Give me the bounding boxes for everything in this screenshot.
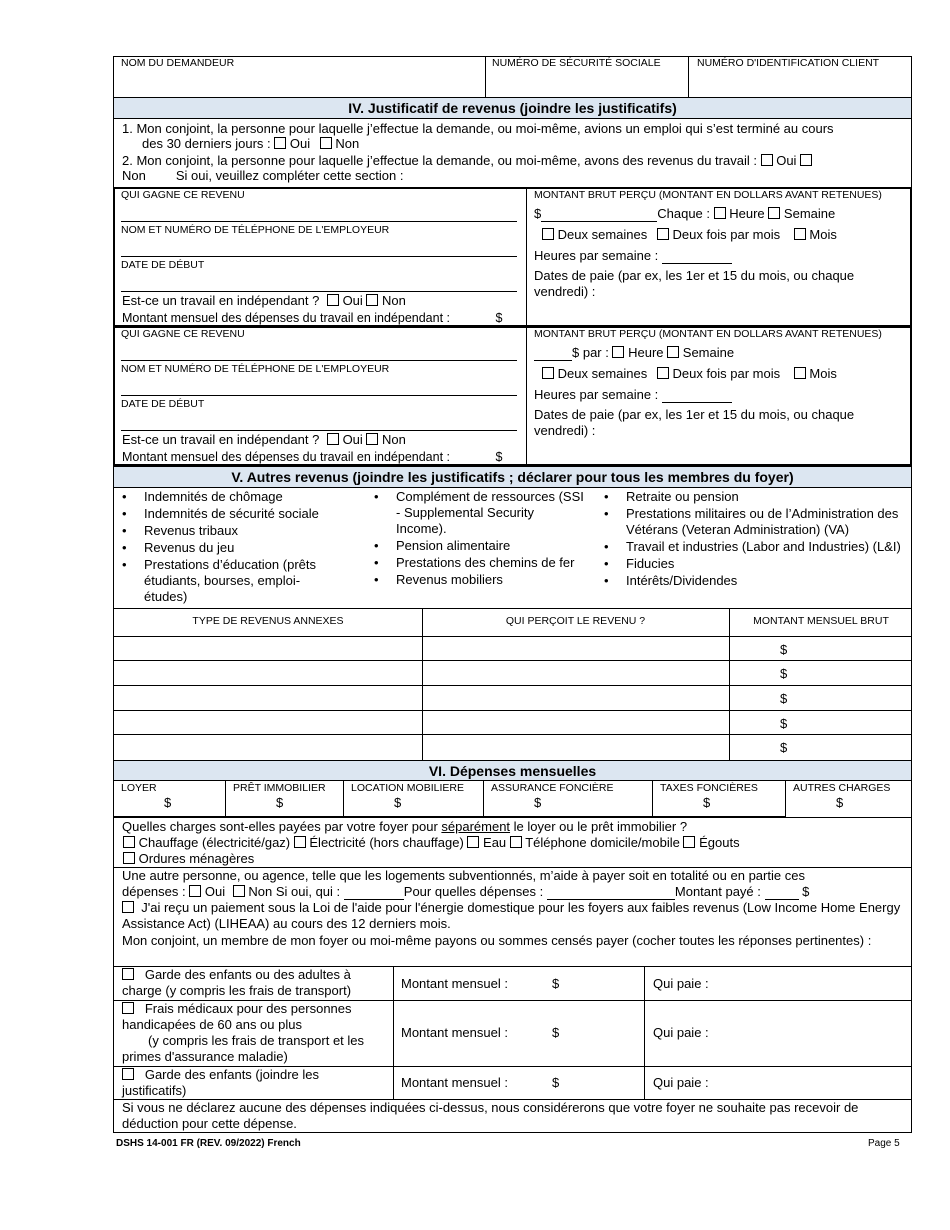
- earner-2-paydates[interactable]: Dates de paie (par ex, les 1er et 15 du mois, ou chaque vendredi) :: [534, 407, 855, 438]
- earner-1-paydates[interactable]: Dates de paie (par ex, les 1er et 15 du mois, ou chaque vendredi) :: [534, 268, 855, 299]
- care-row-1-checkbox[interactable]: [122, 968, 134, 980]
- earner-1-selfexp: [122, 310, 502, 326]
- earner-2-freq-row: [542, 366, 837, 382]
- earner-1-gross-field[interactable]: [541, 209, 657, 222]
- earner-2-who-line[interactable]: [121, 360, 517, 361]
- earner-2-hours-label: Heures par semaine :: [534, 387, 659, 402]
- care-row-2-payer[interactable]: Qui paie :: [653, 1025, 709, 1040]
- earner-2-selfexp-dollar: $: [495, 450, 503, 464]
- row-dollar: $: [780, 666, 788, 681]
- care-expense-table: [113, 966, 912, 1100]
- liheap-checkbox[interactable]: [122, 901, 134, 913]
- earner-1-start-label: DATE DE DÉBUT: [121, 259, 205, 271]
- page-number: Page 5: [868, 1138, 900, 1149]
- income-type-item: • Indemnités de chômage: [116, 489, 344, 505]
- care-row-2-label: [122, 1001, 390, 1065]
- care-row-1-amount[interactable]: [401, 976, 559, 992]
- q2-text-b: Si oui, veuillez compléter cette section :: [175, 168, 404, 183]
- earner-1-mois-checkbox[interactable]: [794, 228, 806, 240]
- earner-2-employer-line[interactable]: [121, 395, 517, 396]
- other-help-who-label: Si oui, qui :: [275, 884, 341, 899]
- care-col-divider: [644, 967, 645, 1099]
- earner-2-self-non-checkbox[interactable]: [366, 433, 378, 445]
- earner-2-semaine-checkbox[interactable]: [667, 346, 679, 358]
- earner-1-who-label: QUI GAGNE CE REVENU: [121, 189, 245, 201]
- earner-2-heure-checkbox[interactable]: [612, 346, 624, 358]
- care-row-3-text: Garde des enfants (joindre les justificatifs): [122, 1067, 319, 1098]
- earner-1-self-q: [122, 293, 406, 309]
- earner-1-hours: [534, 248, 732, 264]
- table-row[interactable]: [114, 735, 911, 760]
- ordures-checkbox[interactable]: [123, 852, 135, 864]
- earner-2-deux-sem-checkbox[interactable]: [542, 367, 554, 379]
- income-type-item: • Pension alimentaire: [368, 538, 586, 554]
- earner-2-selfexp: [122, 449, 502, 465]
- care-row-1-text: Garde des enfants ou des adultes à charge (y compris les frais de transport): [122, 967, 352, 998]
- other-help-pour-field[interactable]: [547, 887, 675, 900]
- charges-q-underline: séparément: [441, 819, 511, 834]
- earner-2-selfexp-text: Montant mensuel des dépenses du travail en indépendant :: [122, 450, 451, 464]
- charges-q-post: le loyer ou le prêt immobilier ?: [510, 819, 688, 834]
- section-vi-title: VI. Dépenses mensuelles: [113, 760, 912, 781]
- expense-label: LOCATION MOBILIERE: [351, 782, 464, 794]
- table-row[interactable]: [114, 711, 911, 735]
- expense-label: TAXES FONCIÈRES: [660, 782, 758, 794]
- earner-1-semaine-label: Semaine: [783, 206, 836, 221]
- other-help-depenses: dépenses :: [122, 884, 186, 899]
- earner-2-mois-checkbox[interactable]: [794, 367, 806, 379]
- earner-1-gross-dollar: $: [534, 206, 542, 221]
- care-col-divider: [393, 967, 394, 1099]
- monthly-amount-label: Montant mensuel :: [401, 976, 508, 991]
- income-type-item: • Prestations des chemins de fer: [368, 555, 586, 571]
- income-type-item: • Intérêts/Dividendes: [598, 573, 908, 589]
- earner-2-deux-fois-checkbox[interactable]: [657, 367, 669, 379]
- form-number: DSHS 14-001 FR (REV. 09/2022) French: [116, 1138, 301, 1149]
- earner-1-deux-fois-label: Deux fois par mois: [672, 227, 781, 242]
- earner-2-start-label: DATE DE DÉBUT: [121, 398, 205, 410]
- expense-dollar: $: [836, 795, 844, 810]
- expense-label: LOYER: [121, 782, 157, 794]
- care-row-2-checkbox[interactable]: [122, 1002, 134, 1014]
- care-row-2-text-b: (y compris les frais de transport et les primes d'assurance maladie): [122, 1033, 365, 1064]
- other-income-col-3: [598, 489, 908, 589]
- care-row-3-payer[interactable]: Qui paie :: [653, 1075, 709, 1090]
- monthly-amount-dollar: $: [551, 1075, 560, 1090]
- expense-label: ASSURANCE FONCIÈRE: [491, 782, 614, 794]
- liheap-label: J'ai reçu un paiement sous la Loi de l'aide pour l'énergie domestique pour les foyers aux faibles revenus (Low Income Home Energy Assistance Act) (LIHEAA) au cours des 12 derniers mois.: [122, 900, 901, 931]
- income-type-item: • Revenus du jeu: [116, 540, 344, 556]
- telephone-checkbox[interactable]: [510, 836, 522, 848]
- expense-assurance[interactable]: [484, 781, 653, 817]
- income-type-item: • Prestations d’éducation (prêts étudiants, bourses, emploi-études): [116, 557, 340, 605]
- q1-non-checkbox[interactable]: [320, 137, 332, 149]
- q2-text-a: 2. Mon conjoint, la personne pour laquelle j’effectue la demande, ou moi-même, avons des revenus du travail :: [122, 153, 757, 168]
- earner-2-selfexp-field[interactable]: [454, 453, 496, 465]
- applicant-name-label: NOM DU DEMANDEUR: [121, 57, 235, 69]
- monthly-amount-label: Montant mensuel :: [401, 1075, 508, 1090]
- other-help-pour-label: Pour quelles dépenses :: [403, 884, 544, 899]
- expense-label: PRÊT IMMOBILIER: [233, 782, 326, 794]
- earner-2-semaine-label: Semaine: [682, 345, 735, 360]
- income-type-item: • Revenus tribaux: [116, 523, 344, 539]
- other-help-montant-label: Montant payé :: [674, 884, 761, 899]
- q2-oui-checkbox[interactable]: [761, 154, 773, 166]
- other-help-dollar: $: [802, 884, 810, 899]
- row-dollar: $: [780, 642, 788, 657]
- income-type-item: • Prestations militaires ou de l’Administration des Vétérans (Veteran Administration) (VA): [598, 506, 908, 538]
- row-dollar: $: [780, 716, 788, 731]
- care-row-1-payer[interactable]: Qui paie :: [653, 976, 709, 991]
- q2-non-checkbox[interactable]: [800, 154, 812, 166]
- other-help-row: [122, 884, 809, 900]
- earner-2-heure-label: Heure: [628, 345, 664, 360]
- earner-1-heure-label: Heure: [729, 206, 765, 221]
- earner-2-self-oui-checkbox[interactable]: [327, 433, 339, 445]
- earner-2-self-q: [122, 432, 406, 448]
- earner-1-employer-line[interactable]: [121, 256, 517, 257]
- earner-1-selfexp-field[interactable]: [454, 314, 496, 326]
- other-help-q: Une autre personne, ou agence, telle que les logements subventionnés, m’aide à payer soit en totalité ou en partie ces: [122, 868, 805, 883]
- other-help-montant-field[interactable]: [765, 887, 799, 900]
- q2-text: [122, 153, 812, 169]
- earner-1-deux-fois-checkbox[interactable]: [657, 228, 669, 240]
- client-id-label: NUMÉRO D'IDENTIFICATION CLIENT: [697, 57, 880, 69]
- expense-dollar: $: [534, 795, 542, 810]
- telephone-label: Téléphone domicile/mobile: [525, 835, 680, 850]
- earner-1-mois-label: Mois: [809, 227, 837, 242]
- section-v-title: V. Autres revenus (joindre les justificatifs ; déclarer pour tous les membres du foyer): [113, 466, 912, 488]
- table-row[interactable]: [114, 686, 911, 711]
- q2-non-label: Non: [122, 168, 146, 183]
- q1-text: 1. Mon conjoint, la personne pour laquelle j’effectue la demande, ou moi-même, avions un emploi qui s’est terminé au cours: [122, 121, 834, 136]
- q1-oui-label: Oui: [289, 136, 311, 151]
- other-income-col-2: [368, 489, 586, 588]
- earner-1-self-non-label: Non: [382, 293, 406, 308]
- earner-1-who-line[interactable]: [121, 221, 517, 222]
- other-help-non-checkbox[interactable]: [233, 885, 245, 897]
- earner-1-self-text: Est-ce un travail en indépendant ?: [122, 293, 320, 308]
- electricite-checkbox[interactable]: [294, 836, 306, 848]
- expense-dollar: $: [276, 795, 284, 810]
- earner-1-gross-label: MONTANT BRUT PERÇU (MONTANT EN DOLLARS AVANT RETENUES): [534, 189, 882, 201]
- header-divider-1: [485, 56, 486, 97]
- earner-2-self-text: Est-ce un travail en indépendant ?: [122, 432, 320, 447]
- earner-1-deux-sem-checkbox[interactable]: [542, 228, 554, 240]
- earner-1-gross-row: [534, 206, 835, 222]
- earner-1-semaine-checkbox[interactable]: [768, 207, 780, 219]
- earner-1-chaque-label: Chaque :: [657, 206, 710, 221]
- earner-1-deux-sem-label: Deux semaines: [557, 227, 648, 242]
- expense-autres[interactable]: [786, 781, 911, 817]
- income-type-item: • Travail et industries (Labor and Industries) (L&I): [598, 539, 908, 555]
- other-help-who-field[interactable]: [344, 887, 404, 900]
- earner-1-self-oui-label: Oui: [342, 293, 363, 308]
- earner-1-start-line[interactable]: [121, 291, 517, 292]
- care-row-1-label: [122, 967, 390, 999]
- other-help-oui-checkbox[interactable]: [189, 885, 201, 897]
- expense-pret[interactable]: [226, 781, 344, 817]
- care-row-2-text-a: Frais médicaux pour des personnes handicapées de 60 ans ou plus: [122, 1001, 352, 1032]
- q1-text-b: des 30 derniers jours :: [142, 136, 271, 151]
- th-income-who: QUI PERÇOIT LE REVENU ?: [505, 615, 646, 627]
- liheap-option: [122, 900, 902, 932]
- earner-2-start-line[interactable]: [121, 430, 517, 431]
- other-income-table: [113, 609, 912, 760]
- expense-taxes[interactable]: [653, 781, 786, 817]
- expense-label: AUTRES CHARGES: [793, 782, 891, 794]
- monthly-amount-dollar: $: [551, 976, 560, 991]
- earner-2-hours: [534, 387, 732, 403]
- ordures-label: Ordures ménagères: [138, 851, 255, 866]
- ssn-label: NUMÉRO DE SÉCURITÉ SOCIALE: [492, 57, 661, 69]
- q1-text-cont: [142, 136, 359, 152]
- other-income-col-1: [116, 489, 344, 605]
- earner-2-gross-label: MONTANT BRUT PERÇU (MONTANT EN DOLLARS AVANT RETENUES): [534, 328, 882, 340]
- earner-2-who-label: QUI GAGNE CE REVENU: [121, 328, 245, 340]
- charges-q-pre: Quelles charges sont-elles payées par votre foyer pour: [122, 819, 442, 834]
- other-help-oui-label: Oui: [204, 884, 226, 899]
- row-dollar: $: [780, 691, 788, 706]
- earner-2-divider: [526, 326, 527, 466]
- income-type-item: • Fiducies: [598, 556, 908, 572]
- th-income-type: TYPE DE REVENUS ANNEXES: [192, 615, 344, 627]
- earner-2-gross-row: [534, 345, 734, 361]
- earner-2-employer-label: NOM ET NUMÉRO DE TÉLÉPHONE DE L'EMPLOYEUR: [121, 363, 390, 375]
- eau-checkbox[interactable]: [467, 836, 479, 848]
- charges-options: [123, 835, 740, 851]
- ordures-option: [123, 851, 254, 867]
- earner-1-hours-label: Heures par semaine :: [534, 248, 659, 263]
- monthly-amount-label: Montant mensuel :: [401, 1025, 508, 1040]
- earner-1-hours-field[interactable]: [662, 251, 732, 264]
- eau-label: Eau: [483, 835, 507, 850]
- earner-2-deux-sem-label: Deux semaines: [557, 366, 648, 381]
- th-income-amount: MONTANT MENSUEL BRUT: [753, 615, 889, 627]
- earner-1-employer-label: NOM ET NUMÉRO DE TÉLÉPHONE DE L'EMPLOYEUR: [121, 224, 390, 236]
- other-help-non-label: Non: [248, 884, 273, 899]
- expense-dollar: $: [394, 795, 402, 810]
- care-row-3-label: [122, 1067, 362, 1099]
- care-row-3-amount[interactable]: [401, 1075, 559, 1091]
- expenses-row: [113, 781, 912, 818]
- monthly-amount-dollar: $: [551, 1025, 560, 1040]
- income-type-item: • Revenus mobiliers: [368, 572, 586, 588]
- q1-non-label: Non: [335, 136, 360, 151]
- table-row[interactable]: [114, 637, 911, 661]
- earner-2-par-label: $ par :: [572, 345, 609, 360]
- income-type-item: • Retraite ou pension: [598, 489, 908, 505]
- income-type-item: • Complément de ressources (SSI - Supplemental Security Income).: [368, 489, 586, 537]
- earner-2-self-non-label: Non: [382, 432, 406, 447]
- earner-1-self-non-checkbox[interactable]: [366, 294, 378, 306]
- header-divider-2: [688, 56, 689, 97]
- expense-dollar: $: [164, 795, 172, 810]
- care-row-3-checkbox[interactable]: [122, 1068, 134, 1080]
- earner-2-mois-label: Mois: [809, 366, 837, 381]
- egouts-checkbox[interactable]: [683, 836, 695, 848]
- mon-conjoint-text: Mon conjoint, un membre de mon foyer ou moi-même payons ou sommes censés payer (cocher toutes les réponses pertinentes) :: [122, 933, 872, 948]
- expense-loyer[interactable]: [114, 781, 226, 817]
- electricite-label: Électricité (hors chauffage): [309, 835, 464, 850]
- section-iv-title: IV. Justificatif de revenus (joindre les justificatifs): [113, 97, 912, 119]
- expense-location[interactable]: [344, 781, 484, 817]
- earner-2-hours-field[interactable]: [662, 390, 732, 403]
- q2-text-cont: [122, 168, 403, 184]
- q1-oui-checkbox[interactable]: [274, 137, 286, 149]
- earner-2-gross-field[interactable]: [534, 348, 572, 361]
- earner-1-divider: [526, 187, 527, 327]
- earner-1-heure-checkbox[interactable]: [714, 207, 726, 219]
- care-row-2-amount[interactable]: [401, 1025, 559, 1041]
- earner-1-selfexp-text: Montant mensuel des dépenses du travail en indépendant :: [122, 311, 451, 325]
- income-type-item: • Indemnités de sécurité sociale: [116, 506, 344, 522]
- row-dollar: $: [780, 740, 788, 755]
- charges-question: [122, 819, 687, 835]
- earner-1-freq-row: [542, 227, 837, 243]
- expense-dollar: $: [703, 795, 711, 810]
- chauffage-checkbox[interactable]: [123, 836, 135, 848]
- chauffage-label: Chauffage (électricité/gaz): [138, 835, 291, 850]
- earner-2-self-oui-label: Oui: [342, 432, 363, 447]
- table-row[interactable]: [114, 661, 911, 686]
- q2-oui-label: Oui: [776, 153, 797, 168]
- egouts-label: Égouts: [699, 835, 740, 850]
- earner-2-deux-fois-label: Deux fois par mois: [672, 366, 781, 381]
- earner-1-self-oui-checkbox[interactable]: [327, 294, 339, 306]
- earner-1-selfexp-dollar: $: [495, 311, 503, 325]
- final-note: Si vous ne déclarez aucune des dépenses indiquées ci-dessus, nous considérerons que votre foyer ne souhaite pas recevoir de déduction pour cette dépense.: [122, 1100, 859, 1131]
